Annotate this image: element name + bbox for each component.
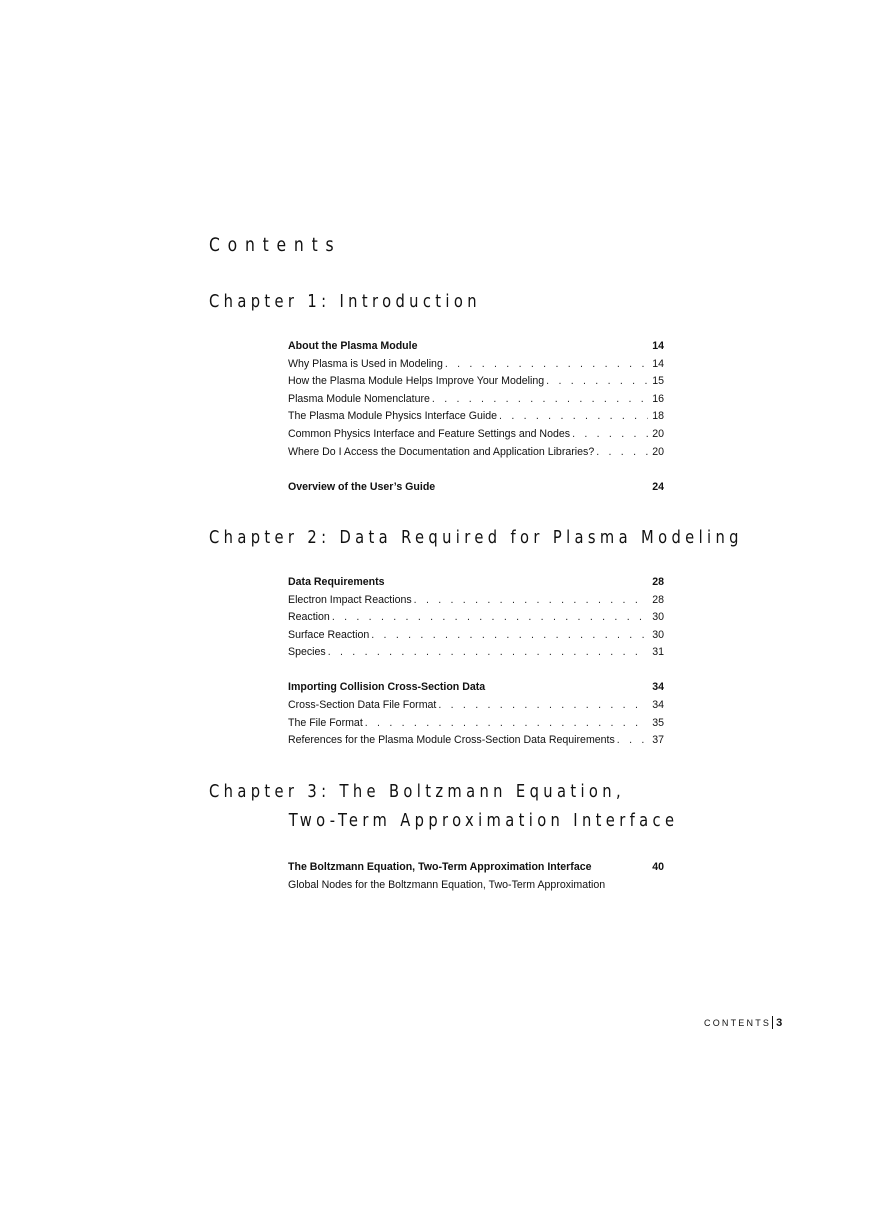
toc-section-label: The Boltzmann Equation, Two-Term Approximation Interface: [288, 861, 592, 873]
chapter-3-heading-line2: Two-Term Approximation Interface: [288, 811, 679, 831]
toc-section-label: Overview of the User’s Guide: [288, 480, 436, 493]
toc-page-number: 18: [652, 410, 664, 423]
toc-page-number: 16: [652, 392, 664, 405]
toc-entry-label: Reaction: [288, 611, 330, 624]
toc-page-number: 28: [652, 576, 664, 588]
toc-page-number: 24: [652, 480, 664, 493]
toc-entry-label: The File Format: [288, 716, 363, 729]
chapter-2-heading: Chapter 2: Data Required for Plasma Modeling: [209, 528, 743, 548]
toc-entry-label: How the Plasma Module Helps Improve Your Modeling: [288, 375, 545, 388]
toc-page-number: 34: [652, 681, 664, 694]
dot-leader: [499, 408, 648, 426]
dot-leader: [445, 356, 648, 374]
dot-leader: [596, 444, 648, 462]
toc-entry[interactable]: [288, 373, 664, 391]
toc-entry[interactable]: [288, 609, 664, 627]
toc-entry-label: The Plasma Module Physics Interface Guide: [288, 410, 498, 423]
chapter-2-toc: [288, 574, 664, 750]
toc-section-entry[interactable]: [288, 859, 664, 877]
dot-leader: [371, 627, 648, 645]
footer-page-number: 3: [776, 1017, 783, 1029]
toc-section-entry[interactable]: [288, 479, 664, 497]
toc-entry[interactable]: [288, 627, 664, 645]
footer-divider: [772, 1016, 773, 1029]
toc-entry[interactable]: [288, 356, 664, 374]
chapter-3-heading-line1: Chapter 3: The Boltzmann Equation,: [209, 782, 626, 802]
toc-entry-label: Surface Reaction: [288, 628, 370, 641]
chapter-3-heading: [209, 782, 678, 831]
dot-leader: [617, 732, 648, 750]
toc-entry-label: Global Nodes for the Boltzmann Equation, Two-Term Approximation: [288, 878, 606, 891]
toc-entry[interactable]: [288, 391, 664, 409]
toc-page-number: 31: [652, 646, 664, 659]
toc-page-number: 28: [652, 593, 664, 606]
toc-entry[interactable]: [288, 644, 664, 662]
toc-page-number: 30: [652, 611, 664, 624]
toc-entry-label: Cross-Section Data File Format: [288, 698, 437, 711]
toc-section-entry[interactable]: [288, 679, 664, 697]
toc-page-number: 40: [652, 861, 664, 873]
toc-entry[interactable]: [288, 426, 664, 444]
dot-leader: [438, 697, 648, 715]
toc-entry-label: Species: [288, 646, 326, 659]
toc-entry[interactable]: [288, 408, 664, 426]
toc-entry-label: Electron Impact Reactions: [288, 593, 412, 606]
toc-page-number: 20: [652, 445, 664, 458]
toc-section-label: Importing Collision Cross-Section Data: [288, 681, 486, 694]
chapter-3-toc: [288, 859, 664, 894]
chapter-1-toc: [288, 338, 664, 496]
toc-page-number: 35: [652, 716, 664, 729]
dot-leader: [414, 592, 648, 610]
toc-entry-label: Common Physics Interface and Feature Settings and Nodes: [288, 427, 571, 440]
contents-title: Contents: [209, 234, 342, 256]
toc-page-number: 20: [652, 427, 664, 440]
toc-entry[interactable]: [288, 444, 664, 462]
chapter-1-heading: Chapter 1: Introduction: [209, 292, 481, 312]
toc-section-entry[interactable]: [288, 574, 664, 592]
dot-leader: [546, 373, 648, 391]
toc-section-label: Data Requirements: [288, 576, 385, 588]
toc-page-number: 14: [652, 340, 664, 352]
toc-page-number: 15: [652, 375, 664, 388]
toc-entry[interactable]: [288, 697, 664, 715]
dot-leader: [328, 644, 648, 662]
toc-entry[interactable]: [288, 715, 664, 733]
toc-entry[interactable]: [288, 592, 664, 610]
toc-entry[interactable]: [288, 877, 664, 895]
toc-entry-label: Plasma Module Nomenclature: [288, 392, 430, 405]
toc-page-number: 34: [652, 698, 664, 711]
toc-section-label: About the Plasma Module: [288, 340, 418, 352]
toc-entry-label: Where Do I Access the Documentation and Application Libraries?: [288, 445, 595, 458]
toc-entry-label: Why Plasma is Used in Modeling: [288, 357, 443, 370]
toc-entry[interactable]: [288, 732, 664, 750]
dot-leader: [432, 391, 648, 409]
footer-label: CONTENTS: [704, 1018, 772, 1028]
dot-leader: [572, 426, 648, 444]
toc-page-number: 14: [652, 357, 664, 370]
toc-section-entry[interactable]: [288, 338, 664, 356]
dot-leader: [332, 609, 648, 627]
page-footer: [704, 1016, 782, 1029]
toc-page-number: 30: [652, 628, 664, 641]
toc-entry-label: References for the Plasma Module Cross-Section Data Requirements: [288, 734, 615, 747]
dot-leader: [365, 715, 648, 733]
toc-page-number: 37: [652, 734, 664, 747]
